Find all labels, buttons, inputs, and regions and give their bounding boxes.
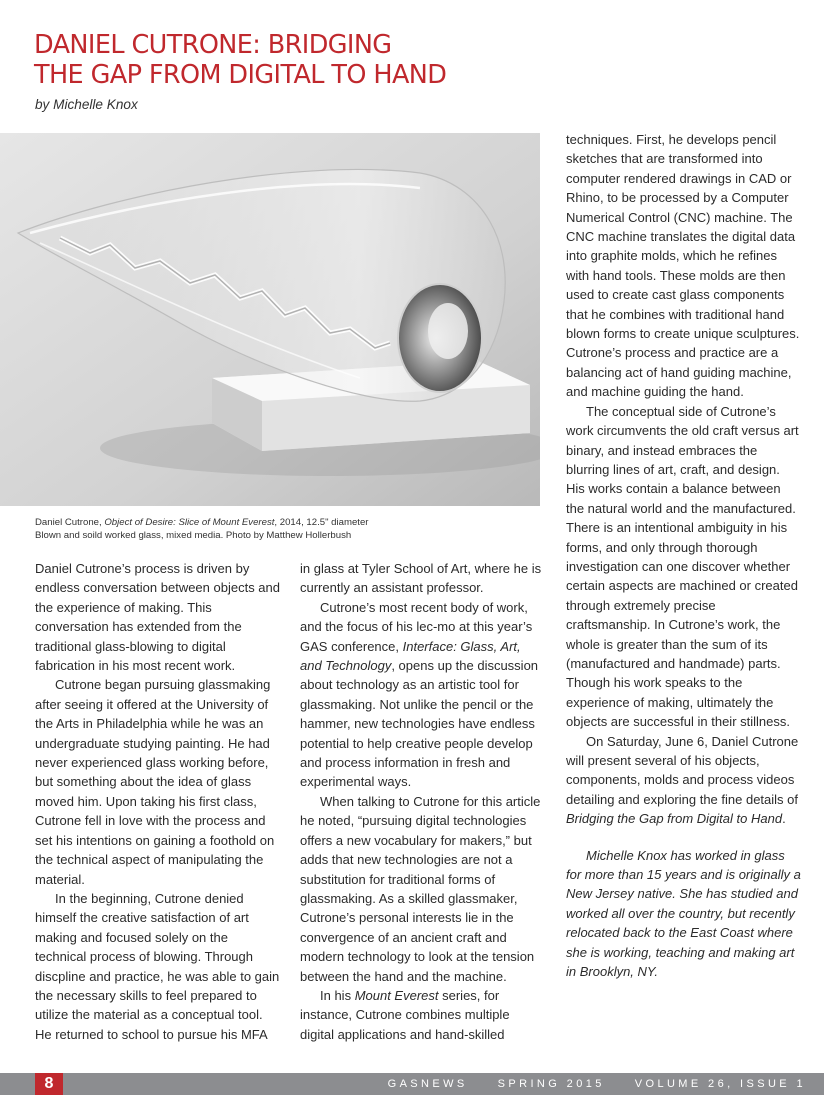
page-footer bbox=[0, 1073, 824, 1095]
bottom-edge bbox=[0, 1095, 824, 1102]
col1-paragraph-2: Cutrone began pursuing glassmaking after seeing it offered at the University of the Arts in Philadelphia while he was an undergraduate studying painting. He had never experienced glass working before, but something about the idea of glass moved him. Upon taking his first class, Cutrone fell in love with the process and set his intentions on gaining a foothold on the technical aspect of manipulating the material. bbox=[35, 677, 275, 887]
caption-details: , 2014, 12.5" diameter bbox=[274, 517, 369, 528]
col2-p4-text-a: In his bbox=[320, 987, 355, 1003]
col2-p2-text-b: , opens up the discussion about technology as an artistic tool for glassmaking. Not unlike the pencil or the hammer, new technologies have endless potential to help creative people develop and process information in fresh and experimental ways. bbox=[300, 658, 539, 790]
col2-paragraph-1: in glass at Tyler School of Art, where he is currently an assistant professor. bbox=[300, 561, 542, 596]
sculpture-photo bbox=[0, 133, 540, 506]
author-bio: Michelle Knox has worked in glass for more than 15 years and is originally a New Jersey native. She has studied and worked all over the country, but recently relocated back to the East Coast where she is working, teaching and making art in Brooklyn, NY. bbox=[566, 847, 801, 980]
col3-paragraph-2: The conceptual side of Cutrone’s work circumvents the old craft versus art binary, and instead embraces the blurring lines of art, craft, and design. His works contain a balance between the natural world and the manufactured. There is an intentional ambiguity in his forms, and only through thorough investigation can one discover whether certain aspects are machined or created through extremely precise craftsmanship. In Cutrone’s work, the whole is greater than the sum of its (manufactured and handmade) parts. Though his work speaks to the experience of making, ultimately the objects are successful in their stillness. bbox=[566, 403, 799, 730]
col3-paragraph-1: techniques. First, he develops pencil sketches that are transformed into computer rendered drawings in CAD or Rhino, to be processed by a Computer Numerical Control (CNC) machine. The CNC machine translates the digital data into graphite molds, which he refines with hand tools. These molds are then used to create cast glass components that he combines with traditional hand blown forms to create unique sculptures. Cutrone’s process and practice are a balancing act of hand guiding machine, and machine guiding the hand. bbox=[566, 132, 800, 400]
column-2 bbox=[300, 559, 543, 1044]
title-line-1: DANIEL CUTRONE: BRIDGING bbox=[34, 30, 392, 60]
caption-line-2: Blown and soild worked glass, mixed media. Photo by Matthew Hollerbush bbox=[35, 529, 352, 541]
title-line-2: THE GAP FROM DIGITAL TO HAND bbox=[34, 60, 447, 90]
column-1 bbox=[35, 559, 280, 1044]
col2-paragraph-2 bbox=[300, 598, 543, 792]
photo-caption bbox=[35, 517, 535, 542]
byline: by Michelle Knox bbox=[35, 97, 138, 112]
col2-p2-text-a: Cutrone’s most recent body of work, and the focus of his lec-mo at this year’s GAS conference, bbox=[300, 599, 533, 654]
footer-issue-info bbox=[358, 1073, 806, 1095]
glass-sculpture-image bbox=[0, 133, 540, 506]
col1-paragraph-1: Daniel Cutrone’s process is driven by endless conversation between objects and the experience of making. This conversation has extended from the traditional glass-blowing to digital fabrication in his most recent work. bbox=[35, 561, 280, 674]
col1-paragraph-3: In the beginning, Cutrone denied himself the creative satisfaction of art making and focused solely on the technical process of blowing. Through discpline and practice, he was able to gain the necessary skills to feel prepared to utilize the material as a conceptual tool. He returned to school to pursue his MFA bbox=[35, 890, 280, 1042]
caption-work-title: Object of Desire: Slice of Mount Everest bbox=[104, 517, 275, 528]
col2-p4-text-b: series, for instance, Cutrone combines multiple digital applications and hand-skilled bbox=[300, 987, 510, 1042]
col3-p3-text-b: . bbox=[782, 811, 786, 827]
col3-paragraph-3 bbox=[566, 732, 801, 829]
series-title: Mount Everest bbox=[354, 987, 439, 1003]
article-title bbox=[34, 30, 446, 90]
col2-paragraph-4 bbox=[300, 986, 543, 1044]
page-number: 8 bbox=[35, 1073, 63, 1095]
issue-volume: VOLUME 26, ISSUE 1 bbox=[634, 1078, 806, 1090]
col3-p3-text-a: On Saturday, June 6, Daniel Cutrone will present several of his objects, components, molds and process videos detailing and exploring the fine details of bbox=[566, 733, 799, 807]
conference-title: Interface: Glass, Art, and Technology bbox=[300, 638, 521, 674]
publication-name: GASNEWS bbox=[387, 1078, 468, 1090]
col2-paragraph-3: When talking to Cutrone for this article he noted, “pursuing digital technologies offers a new vocabulary for makers,” but adds that new technologies are not a substitution for traditional forms of glassmaking. As a skilled glassmaker, Cutrone’s personal interests lie in the convergence of an ancient craft and modern technology to look at the tension between the hand and the machine. bbox=[300, 793, 541, 984]
caption-artist: Daniel Cutrone, bbox=[35, 517, 105, 528]
column-3 bbox=[566, 130, 801, 981]
presentation-title: Bridging the Gap from Digital to Hand bbox=[566, 811, 783, 827]
issue-season: SPRING 2015 bbox=[497, 1078, 605, 1090]
caption-line-1 bbox=[35, 517, 535, 530]
